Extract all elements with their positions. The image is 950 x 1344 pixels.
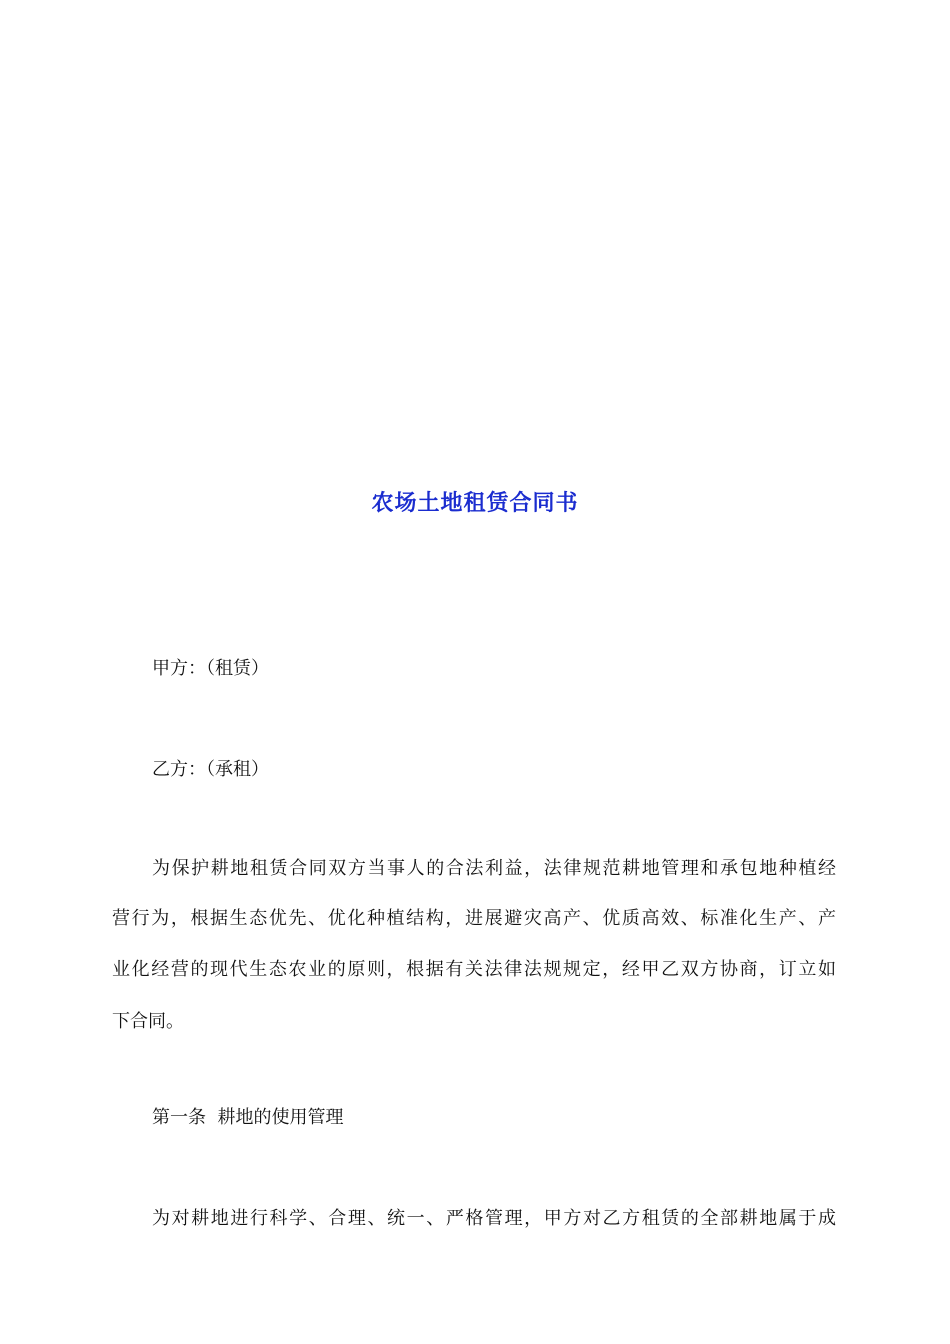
preamble-line: 为保护耕地租赁合同双方当事人的合法利益，法律规范耕地管理和承包地种植经 [152, 858, 836, 879]
preamble-line: 营行为，根据生态优先、优化种植结构，进展避灾高产、优质高效、标准化生产、产 [112, 908, 836, 929]
party-a-line: 甲方：（租赁） [152, 658, 269, 679]
document-title: 农场土地租赁合同书 [371, 490, 579, 516]
article-1-text-line: 为对耕地进行科学、合理、统一、严格管理，甲方对乙方租赁的全部耕地属于成 [152, 1208, 836, 1229]
preamble-line: 业化经营的现代生态农业的原则，根据有关法律法规规定，经甲乙双方协商，订立如 [112, 959, 836, 980]
article-1-heading: 第一条 耕地的使用管理 [152, 1107, 344, 1128]
party-b-line: 乙方：（承租） [152, 759, 269, 780]
preamble-line: 下合同。 [112, 1011, 184, 1032]
